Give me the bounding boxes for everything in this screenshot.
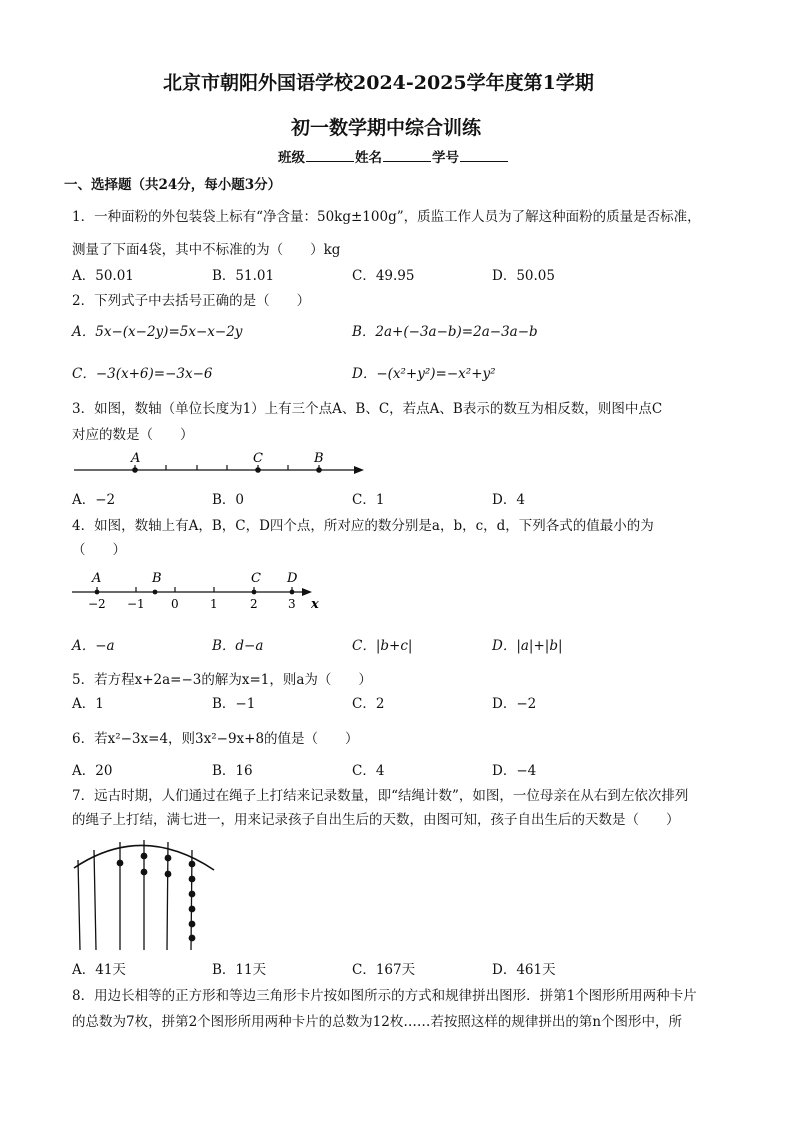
q2-option-a: A．5x−(x−2y)=5x−x−2y [72, 324, 243, 340]
q1-option-c: C．49.95 [352, 268, 415, 284]
exam-title: 北京市朝阳外国语学校2024-2025学年度第1学期 [163, 72, 594, 94]
q3-stem-line2: 对应的数是（ ） [72, 427, 194, 443]
section-heading: 一、选择题（共24分，每小题3分） [64, 177, 282, 193]
q5-stem: 5．若方程x+2a=−3的解为x=1，则a为（ ） [72, 672, 372, 688]
q5-option-a: A．1 [72, 696, 104, 712]
q8-stem-line1: 8．用边长相等的正方形和等边三角形卡片按如图所示的方式和规律拼出图形．拼第1个图形所用两种卡片 [72, 988, 697, 1004]
q4-number-line-figure [68, 564, 338, 614]
q1-option-d: D．50.05 [492, 268, 555, 284]
q4-option-b: B．d−a [212, 638, 264, 654]
q7-knot-cord-figure [70, 832, 220, 954]
q4-tick-label-neg1: −1 [127, 597, 145, 611]
q4-point-b [153, 590, 158, 595]
name-label: 姓名 [355, 150, 382, 166]
q3-label-a: A [131, 451, 141, 466]
q4-ticks [97, 587, 292, 592]
q6-option-d: D．−4 [492, 763, 537, 779]
q7-option-c: C．167天 [352, 962, 416, 978]
q3-ticks [135, 465, 319, 470]
q2-option-b: B．2a+(−3a−b)=2a−3a−b [352, 324, 538, 340]
q4-axis-arrow [302, 588, 312, 596]
q3-option-d: D．4 [492, 492, 525, 508]
q3-number-line-figure [70, 448, 370, 482]
q8-stem-line2: 的总数为7枚，拼第2个图形所用两种卡片的总数为12枚……若按照这样的规律拼出的第n个图形中，所 [72, 1014, 683, 1030]
q4-stem-line1: 4．如图，数轴上有A，B，C，D四个点，所对应的数分别是a，b，c，d，下列各式的值最小的为 [72, 518, 654, 534]
q7-stem-line2: 的绳子上打结，满七进一，用来记录孩子自出生后的天数，由图可知，孩子自出生后的天数是（ ） [72, 812, 680, 828]
q7-option-b: B．11天 [212, 962, 267, 978]
q3-stem-line1: 3．如图，数轴（单位长度为1）上有三个点A、B、C，若点A、B表示的数互为相反数，则图中点C [72, 401, 663, 417]
exam-subtitle: 初一数学期中综合训练 [291, 117, 482, 139]
q4-tick-label-2: 2 [250, 597, 258, 611]
q6-option-b: B．16 [212, 763, 253, 779]
q1-stem-line1: 1．一种面粉的外包装袋上标有“净含量：50kg±100g”，质监工作人员为了解这种面粉的质量是否标准， [72, 209, 701, 225]
q4-tick-label-3: 3 [288, 597, 296, 611]
q2-stem: 2．下列式子中去括号正确的是（ ） [72, 293, 311, 309]
q7-stem-line1: 7．远古时期，人们通过在绳子上打结来记录数量，即“结绳计数”，如图，一位母亲在从右到左依次排列 [72, 788, 689, 804]
q1-option-b: B．51.01 [212, 268, 275, 284]
class-label: 班级 [278, 150, 305, 166]
q7-option-d: D．461天 [492, 962, 556, 978]
q4-option-d: D．|a|+|b| [492, 638, 563, 654]
q7-option-a: A．41天 [72, 962, 126, 978]
id-blank [460, 149, 508, 162]
q7-knots [117, 853, 196, 942]
q4-label-b: B [152, 571, 162, 586]
q4-stem-line2: （ ） [72, 542, 126, 558]
q3-option-b: B．0 [212, 492, 245, 508]
q5-option-d: D．−2 [492, 696, 537, 712]
q5-option-c: C．2 [352, 696, 385, 712]
q4-label-d: D [287, 571, 298, 586]
q1-stem-line2: 测量了下面4袋，其中不标准的为（ ）kg [72, 242, 341, 258]
q1-option-a: A．50.01 [72, 268, 134, 284]
q4-label-c: C [251, 571, 261, 586]
student-info-line [278, 146, 509, 166]
q4-label-a: A [92, 571, 102, 586]
q4-option-c: C．|b+c| [352, 638, 413, 654]
q3-point-a [132, 467, 138, 473]
q4-point-d [290, 590, 295, 595]
q6-option-a: A．20 [72, 763, 113, 779]
q3-option-a: A．−2 [72, 492, 116, 508]
q5-option-b: B．−1 [212, 696, 256, 712]
q6-option-c: C．4 [352, 763, 385, 779]
q4-axis-var: x [311, 597, 319, 612]
name-blank [383, 149, 431, 162]
q2-option-c: C．−3(x+6)=−3x−6 [72, 366, 213, 382]
q4-option-a: A．−a [72, 638, 115, 654]
q4-tick-label-1: 1 [210, 597, 218, 611]
q3-label-b: B [314, 451, 324, 466]
q4-point-a [95, 590, 100, 595]
class-blank [306, 149, 354, 162]
q3-axis-arrow [354, 466, 364, 474]
q3-option-c: C．1 [352, 492, 385, 508]
q3-point-c [255, 467, 261, 473]
id-label: 学号 [432, 150, 459, 166]
q4-tick-label-neg2: −2 [88, 597, 106, 611]
q3-label-c: C [253, 451, 263, 466]
q4-tick-label-0: 0 [171, 597, 179, 611]
q4-point-c [252, 590, 257, 595]
q3-point-b [316, 467, 322, 473]
q6-stem: 6．若x²−3x=4，则3x²−9x+8的值是（ ） [72, 731, 359, 747]
q2-option-d: D．−(x²+y²)=−x²+y² [352, 366, 496, 382]
